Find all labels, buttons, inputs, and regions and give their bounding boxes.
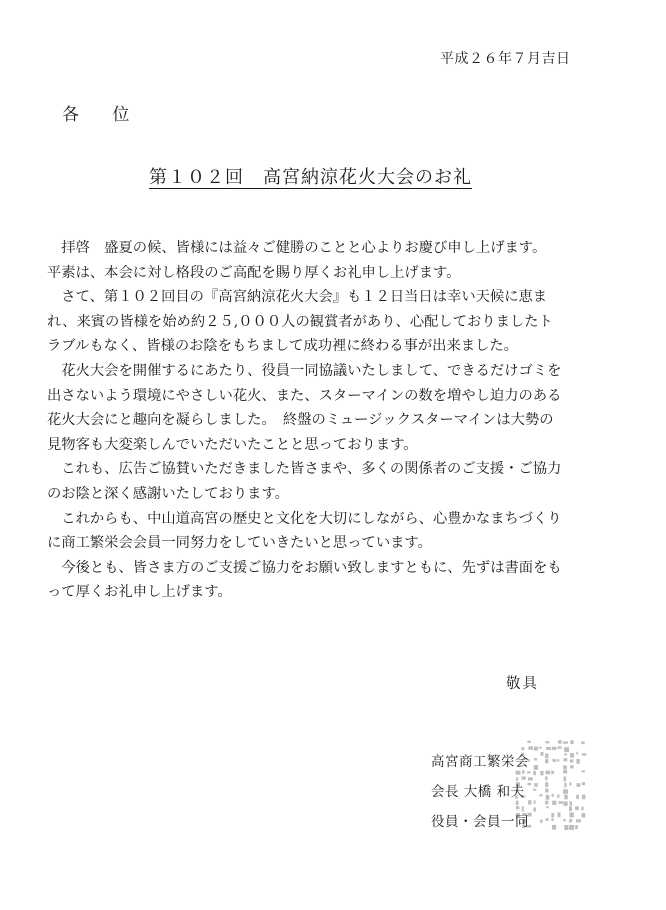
seal-speck: [563, 770, 567, 773]
body-line: 出さないよう環境にやさしい花火、また、スターマインの数を増やし迫力のある: [47, 387, 562, 404]
seal-speck: [545, 741, 549, 743]
seal-speck: [582, 813, 586, 817]
seal-speck: [528, 783, 532, 785]
seal-speck: [546, 747, 551, 750]
seal-speck: [582, 770, 585, 772]
seal-speck: [545, 801, 548, 805]
seal-speck: [563, 758, 567, 761]
seal-speck: [545, 759, 548, 763]
seal-speck: [534, 747, 538, 751]
seal-speck: [516, 801, 519, 805]
seal-speck: [570, 740, 573, 744]
seal-speck: [546, 795, 550, 800]
seal-speck: [564, 783, 566, 788]
seal-speck: [576, 759, 579, 764]
seal-speck: [569, 819, 572, 823]
seal-speck: [552, 801, 556, 805]
seal-speck: [516, 771, 521, 775]
signature-president: 会長 大橋 和夫: [431, 784, 525, 800]
body-line: って厚くお礼申し上げます。: [47, 584, 232, 601]
seal-speck: [552, 759, 556, 762]
seal-speck: [576, 752, 578, 754]
body-line: 花火大会にと趣向を凝らしました。 終盤のミュージックスターマインは大勢の: [47, 412, 554, 429]
seal-speck: [534, 765, 538, 770]
seal-speck: [581, 807, 583, 810]
seal-speck: [546, 818, 549, 821]
seal-speck: [528, 800, 531, 804]
seal-speck: [564, 825, 568, 830]
seal-speck: [534, 800, 536, 803]
seal-speck: [540, 771, 543, 775]
body-line: ラブルもなく、皆様のお陰をもちまして成功裡に終わる事が出来ました。: [47, 338, 518, 355]
signature-members: 役員・会員一同: [431, 814, 529, 830]
seal-speck: [540, 819, 542, 822]
seal-speck: [551, 818, 554, 821]
seal-speck: [570, 753, 574, 758]
seal-speck: [575, 825, 578, 829]
seal-speck: [552, 747, 557, 750]
body-line: これからも、中山道高宮の歴史と文化を大切にしながら、心豊かなまちづくり: [47, 510, 562, 527]
seal-speck: [558, 740, 562, 743]
body-line: 今後とも、皆さま方のご支援ご協力をお願い致しますともに、先ずは書面をも: [47, 559, 562, 576]
signature-organization: 高宮商工繁栄会: [431, 754, 529, 770]
seal-speck: [533, 789, 536, 791]
seal-speck: [569, 806, 572, 811]
seal-speck: [557, 746, 561, 748]
seal-speck: [569, 812, 573, 817]
seal-speck: [563, 765, 567, 769]
seal-speck: [564, 753, 567, 755]
seal-speck: [570, 759, 574, 762]
seal-speck: [558, 812, 561, 817]
seal-speck: [527, 771, 531, 773]
seal-speck: [564, 795, 568, 800]
body-line: 見物客も大変楽しんでいただいたことと思っております。: [47, 436, 418, 453]
body-line: 拝啓 盛夏の候、皆様には益々ご健勝のことと心よりお慶び申し上げます。: [47, 240, 547, 256]
body-line: に商工繁栄会会員一同努力をしていきたいと思っています。: [47, 535, 432, 552]
seal-speck: [564, 776, 566, 781]
seal-speck: [576, 783, 580, 787]
seal-speck: [563, 819, 566, 821]
seal-speck: [516, 806, 519, 809]
seal-speck: [576, 819, 581, 822]
seal-speck: [527, 741, 531, 743]
seal-speck: [534, 758, 537, 760]
seal-speck: [557, 759, 559, 761]
body-line: のお陰と深く感謝いたしております。: [47, 485, 289, 502]
seal-speck: [534, 783, 538, 787]
seal-speck: [551, 813, 554, 817]
seal-speck: [545, 776, 547, 780]
seal-speck: [546, 771, 551, 775]
addressee: 各 位: [62, 105, 144, 125]
seal-speck: [570, 765, 574, 768]
letter-date: 平成２６年７月吉日: [440, 51, 571, 67]
letter-title: 第１０２回 高宮納涼花火大会のお礼: [149, 167, 472, 188]
seal-speck: [569, 782, 571, 785]
seal-speck: [539, 747, 541, 749]
seal-speck: [564, 747, 569, 752]
seal-speck: [575, 806, 579, 810]
seal-speck: [570, 801, 573, 805]
seal-speck: [528, 746, 533, 749]
seal-speck: [581, 741, 584, 744]
seal-speck: [545, 788, 548, 792]
closing-remark: 敬具: [506, 676, 539, 692]
seal-speck: [576, 795, 579, 799]
seal-speck: [564, 801, 568, 806]
seal-speck: [563, 741, 568, 743]
seal-speck: [522, 770, 525, 774]
seal-speck: [552, 825, 556, 830]
seal-speck: [582, 782, 585, 785]
letter-body: [47, 236, 587, 605]
body-line: 花火大会を開催するにあたり、役員一同協議いたしまして、できるだけゴミを: [47, 362, 562, 379]
seal-speck: [558, 801, 563, 804]
seal-speck: [533, 771, 536, 775]
seal-speck: [552, 794, 554, 796]
body-line: れ、来賓の皆様を始め約２５,０００人の観賞者があり、心配しておりましたト: [47, 313, 553, 330]
seal-speck: [582, 753, 587, 755]
seal-speck: [540, 752, 543, 756]
seal-speck: [563, 789, 568, 794]
seal-speck: [539, 794, 542, 796]
seal-speck: [546, 806, 548, 808]
body-line: これも、広告ご協賛いただきました皆さまや、多くの関係者のご支援・ご協力: [47, 461, 562, 478]
seal-speck: [533, 807, 536, 811]
seal-speck: [528, 777, 533, 780]
seal-speck: [557, 794, 559, 797]
seal-speck: [551, 771, 554, 774]
body-line: さて、第１０２回目の『高宮納涼花火大会』も１２日当日は幸い天候に恵ま: [47, 289, 548, 306]
seal-speck: [569, 825, 574, 830]
seal-speck: [582, 795, 585, 800]
seal-speck: [545, 753, 548, 758]
seal-speck: [545, 782, 548, 787]
body-line: 平素は、本会に対し格段のご高配を賜り厚くお礼申し上げます。: [47, 264, 461, 281]
